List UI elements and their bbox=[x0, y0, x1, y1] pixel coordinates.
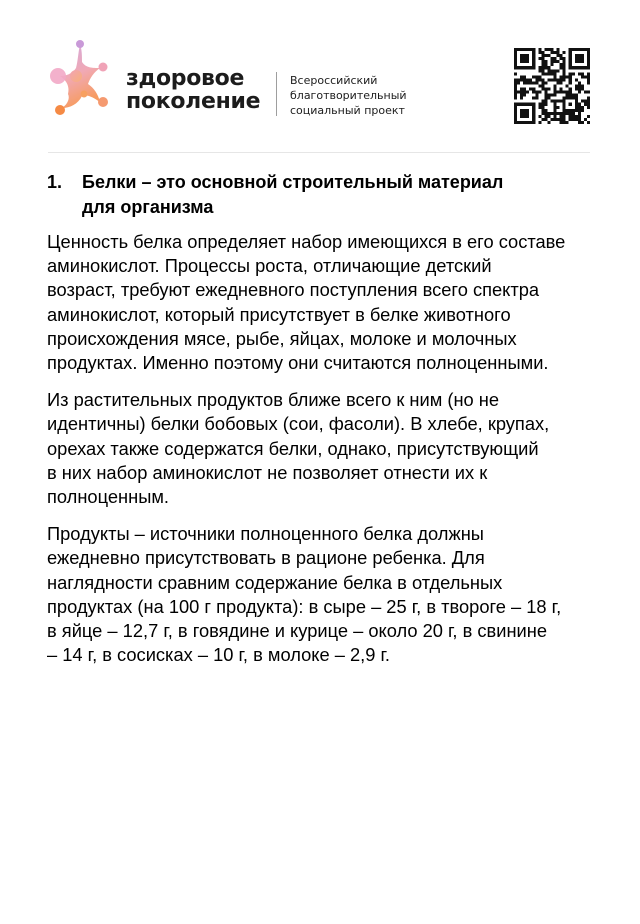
text-line: в яйце – 12,7 г, в говядине и курице – около 20 г, в свинине bbox=[47, 620, 548, 642]
text-line: происхождения мясе, рыбе, яйцах, молоке и молочных bbox=[47, 327, 517, 349]
tagline-line3: социальный проект bbox=[290, 104, 405, 117]
paragraph-2 bbox=[47, 388, 603, 509]
heading-line1: Белки – это основной строительный материал bbox=[82, 172, 504, 192]
text-line: продуктах (на 100 г продукта): в сыре – 25 г, в твороге – 18 г, bbox=[47, 595, 562, 617]
text-line: Продукты – источники полноценного белка должны bbox=[47, 523, 484, 545]
text-line: аминокислот. Процессы роста, отличающие детский bbox=[47, 255, 492, 277]
molecule-logo-icon bbox=[48, 38, 114, 116]
section-content bbox=[47, 170, 603, 680]
section-number: 1. bbox=[47, 172, 63, 192]
text-line: ежедневно присутствовать в рационе ребенка. Для bbox=[47, 547, 485, 569]
text-line: Из растительных продуктов ближе всего к ним (но не bbox=[47, 389, 500, 411]
section-heading bbox=[47, 170, 603, 220]
qr-code-icon[interactable] bbox=[514, 48, 590, 124]
paragraph-3 bbox=[47, 522, 603, 667]
text-line: полноценным. bbox=[47, 486, 170, 508]
paragraph-1 bbox=[47, 230, 603, 375]
section-heading-text bbox=[82, 170, 603, 220]
text-line: в них набор аминокислот не позволяет отнести их к bbox=[47, 461, 488, 483]
logo-title-line1: здоровое bbox=[126, 66, 245, 91]
logo-title-line2: поколение bbox=[126, 89, 261, 114]
logo-tagline bbox=[290, 73, 407, 118]
text-line: Ценность белка определяет набор имеющихся в его составе bbox=[47, 231, 566, 252]
logo-wordmark bbox=[126, 67, 260, 113]
page-header bbox=[0, 0, 640, 140]
tagline-line2: благотворительный bbox=[290, 89, 407, 102]
text-line: аминокислот, который присутствует в белке животного bbox=[47, 303, 511, 325]
heading-line2: для организма bbox=[82, 197, 214, 217]
text-line: продуктах. Именно поэтому они считаются полноценными. bbox=[47, 352, 549, 374]
text-line: – 14 г, в сосисках – 10 г, в молоке – 2,9 г. bbox=[47, 644, 390, 666]
logo-divider bbox=[276, 72, 277, 116]
text-line: возраст, требуют ежедневного поступления всего спектра bbox=[47, 279, 540, 301]
text-line: наглядности сравним содержание белка в отдельных bbox=[47, 571, 503, 593]
text-line: орехах также содержатся белки, однако, присутствующий bbox=[47, 437, 539, 459]
tagline-line1: Всероссийский bbox=[290, 74, 378, 87]
header-separator bbox=[48, 152, 590, 153]
text-line: идентичны) белки бобовых (сои, фасоли). В хлебе, крупах, bbox=[47, 413, 550, 435]
